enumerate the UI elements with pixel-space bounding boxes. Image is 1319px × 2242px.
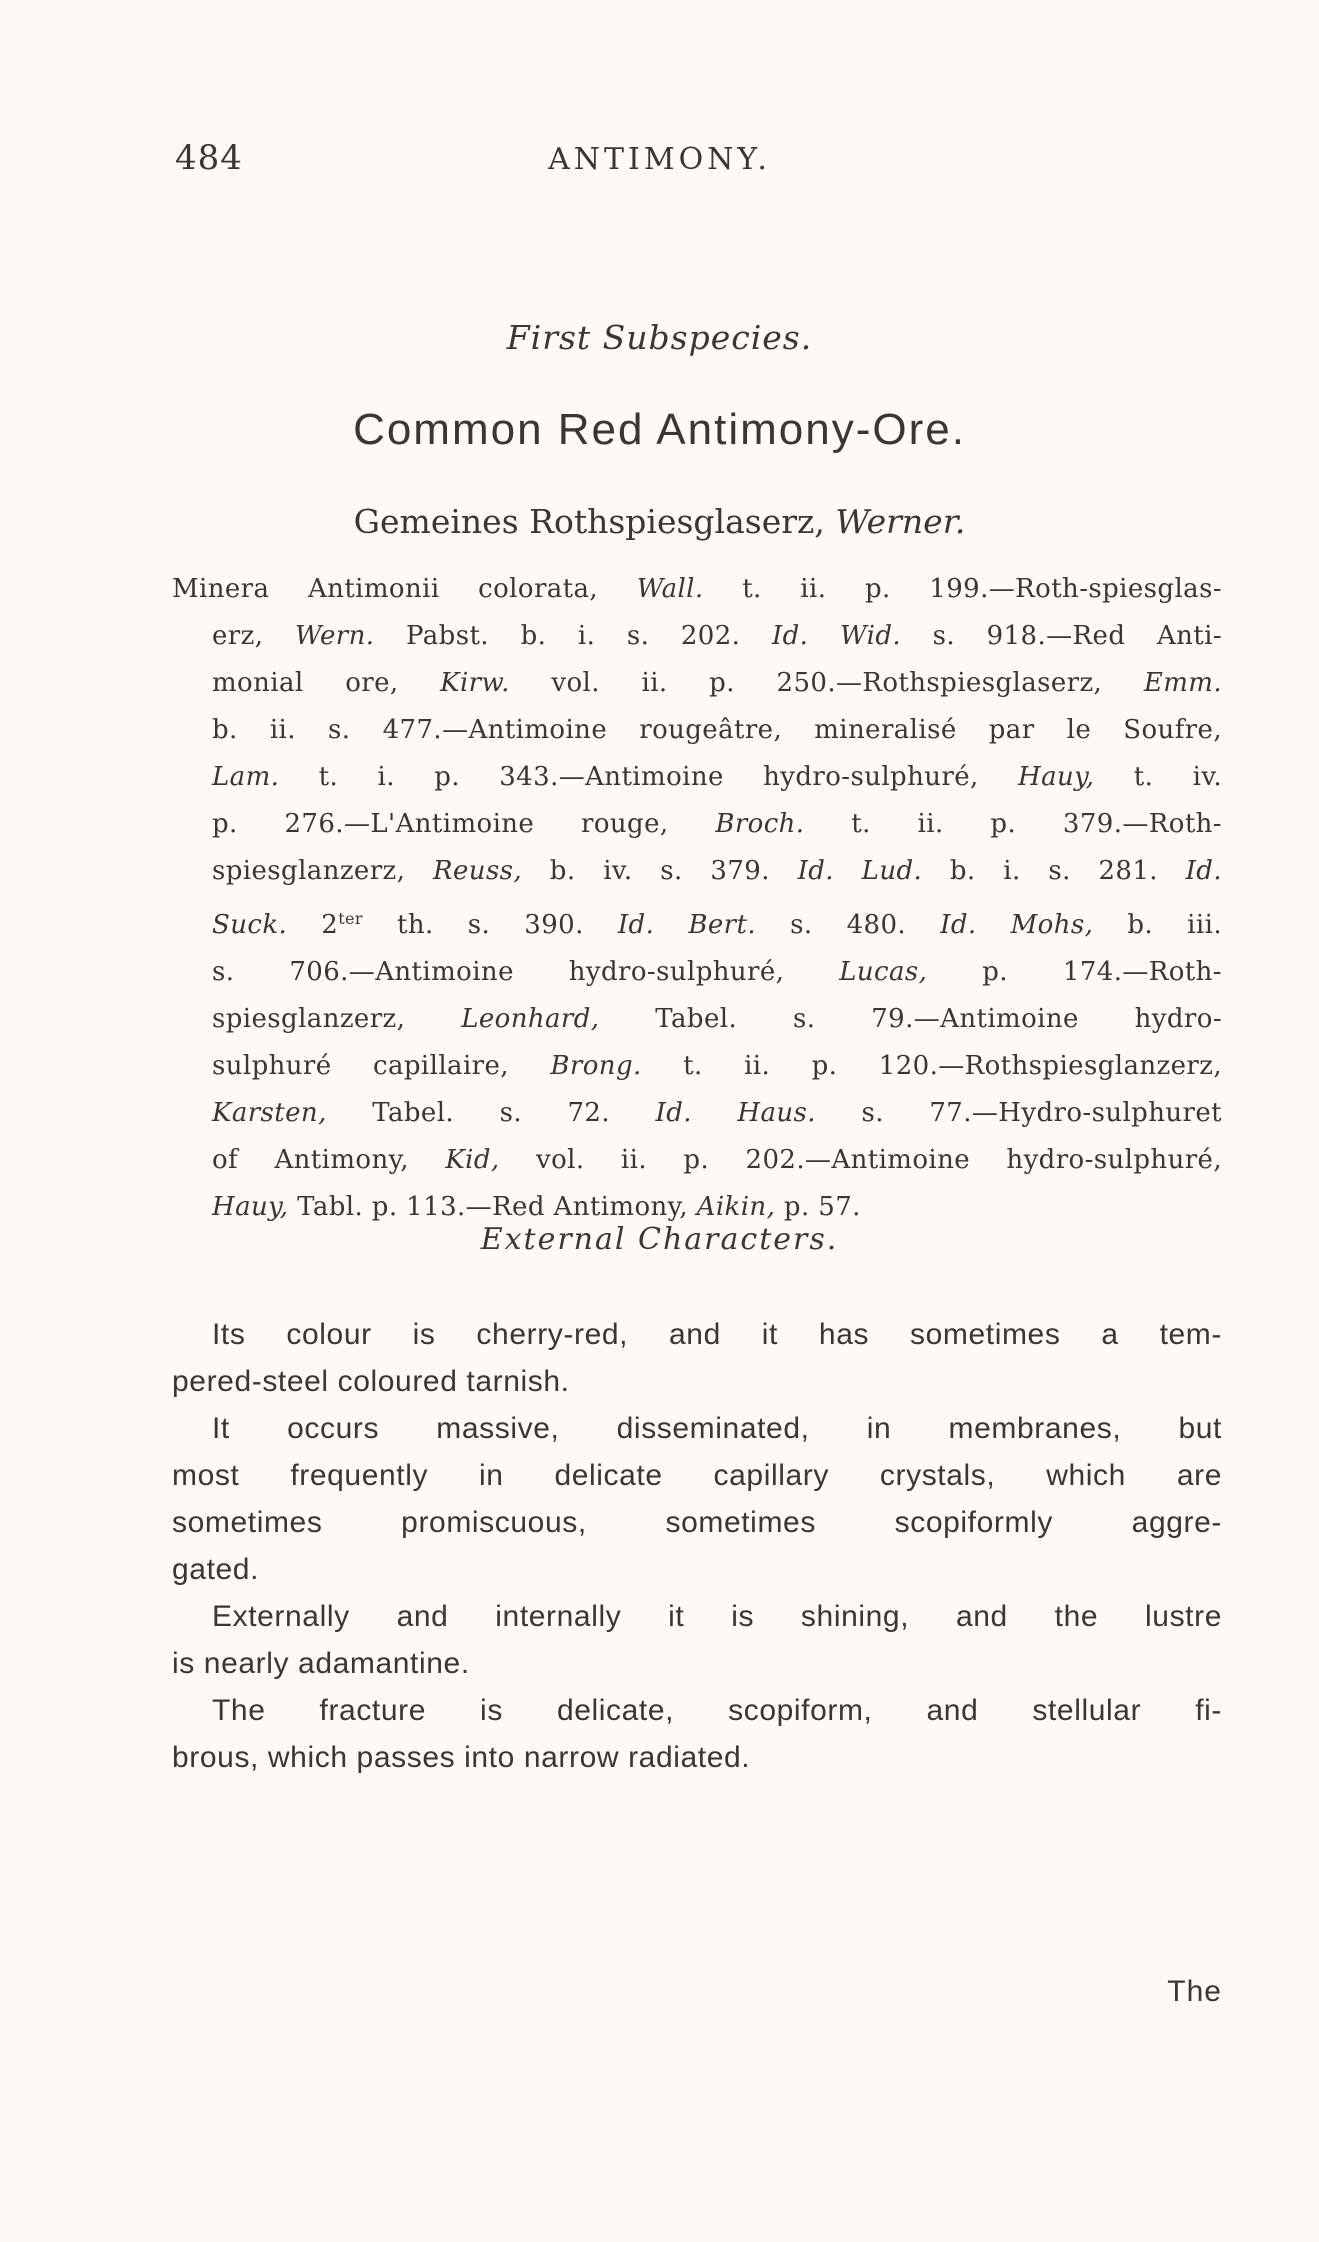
syn-text: Tabel. s. 79.—Antimoine hydro- [655,1004,1223,1034]
syn-author: Id. [1185,856,1223,886]
syn-text: Tabl. p. 113.—Red Antimony, [297,1192,688,1222]
synonymy-line [172,613,1222,660]
syn-text: t. iv. [1133,762,1223,792]
syn-author: Reuss, [433,856,523,886]
syn-text: of Antimony, [212,1145,409,1175]
syn-author: Hauy, [1018,762,1095,792]
synonymy-line [172,895,1222,949]
catchword: The [1167,1975,1222,2008]
syn-text: t. i. p. 343.—Antimoine hydro-sulphuré, [318,762,979,792]
page-number: 484 [175,138,243,178]
syn-author: Suck. [212,910,288,940]
running-head [175,138,1144,178]
syn-author: Aikin, [696,1192,776,1222]
german-name-authority: Werner. [835,502,966,541]
synonymy-line [172,1090,1222,1137]
syn-author: Leonhard, [461,1004,600,1034]
syn-text: Pabst. b. i. s. 202. [406,621,741,651]
syn-author: Hauy, [212,1192,289,1222]
syn-author: Kid, [445,1145,500,1175]
syn-text: sulphuré capillaire, [212,1051,509,1081]
synonymy-line [172,1043,1222,1090]
synonymy-line [172,996,1222,1043]
syn-author: Id. Mohs, [940,910,1094,940]
syn-author: Karsten, [212,1098,327,1128]
syn-author: Id. Wid. [771,621,902,651]
synonymy-line [172,949,1222,996]
body-line: is nearly adamantine. [172,1647,470,1680]
syn-text: spiesglanzerz, [212,856,406,886]
syn-author: Lam. [212,762,280,792]
syn-text: t. ii. p. 379.—Roth- [851,809,1222,839]
syn-author: Kirw. [440,668,510,698]
body-line: pered-steel coloured tarnish. [172,1365,570,1398]
species-name: Common Red Antimony-Ore. [353,405,966,454]
synonymy-line [172,660,1222,707]
syn-text: p. 276.—L'Antimoine rouge, [212,809,669,839]
body-line: The fracture is delicate, scopiform, and stellular fi- [212,1694,1222,1727]
syn-author: Id. Bert. [617,910,756,940]
german-name [0,502,1319,541]
syn-text: Minera Antimonii colorata, [172,574,599,604]
synonymy-line [172,707,1222,754]
german-name-text: Gemeines Rothspiesglaserz, [353,502,825,541]
syn-text: Tabel. s. 72. [372,1098,611,1128]
subspecies-heading: First Subspecies. [506,318,813,357]
syn-text: vol. ii. p. 202.—Antimoine hydro-sulphuré, [535,1145,1222,1175]
syn-author: Wall. [636,574,704,604]
syn-author: Emm. [1143,668,1222,698]
running-title: ANTIMONY. [548,142,771,177]
syn-text: b. i. s. 281. [949,856,1158,886]
syn-text: vol. ii. p. 250.—Rothspiesglaserz, [551,668,1103,698]
syn-author: Brong. [550,1051,642,1081]
synonymy-line [172,848,1222,895]
syn-text: b. iv. s. 379. [549,856,770,886]
synonymy-line [172,1137,1222,1184]
syn-text: s. 77.—Hydro-sulphuret [861,1098,1222,1128]
syn-text: monial ore, [212,668,399,698]
syn-text: t. ii. p. 199.—Roth-spiesglas- [742,574,1223,604]
syn-text: erz, [212,621,264,651]
body-line: sometimes promiscuous, sometimes scopiformly aggre- [172,1506,1222,1539]
synonymy-line [172,754,1222,801]
syn-text: spiesglanzerz, [212,1004,406,1034]
syn-superscript: ter [338,909,363,928]
syn-text: p. 174.—Roth- [982,957,1222,987]
syn-text: b. ii. s. 477.—Antimoine rougeâtre, mineralisé par le Soufre, [212,715,1222,745]
synonymy-paragraph [172,566,1222,1231]
syn-author: Id. Lud. [797,856,923,886]
syn-text: p. 57. [783,1192,861,1222]
syn-text: 2 [321,910,339,940]
body-line: most frequently in delicate capillary crystals, which are [172,1459,1222,1492]
body-line: Its colour is cherry-red, and it has sometimes a tem- [212,1318,1222,1351]
body-line: gated. [172,1553,260,1586]
synonymy-line [172,801,1222,848]
synonymy-line [172,566,1222,613]
syn-author: Wern. [295,621,375,651]
syn-text: s. 706.—Antimoine hydro-sulphuré, [212,957,785,987]
body-text [172,1311,1222,1781]
syn-author: Lucas, [839,957,928,987]
syn-text: s. 918.—Red Anti- [932,621,1223,651]
syn-author: Broch. [715,809,805,839]
syn-text: b. iii. [1127,910,1222,940]
body-line: brous, which passes into narrow radiated. [172,1741,751,1774]
body-line: It occurs massive, disseminated, in membranes, but [212,1412,1222,1445]
syn-text: th. s. 390. [397,910,584,940]
body-line: Externally and internally it is shining, and the lustre [212,1600,1222,1633]
syn-text: t. ii. p. 120.—Rothspiesglanzerz, [683,1051,1222,1081]
syn-text: s. 480. [790,910,907,940]
section-heading: External Characters. [480,1222,839,1257]
syn-author: Id. Haus. [655,1098,816,1128]
